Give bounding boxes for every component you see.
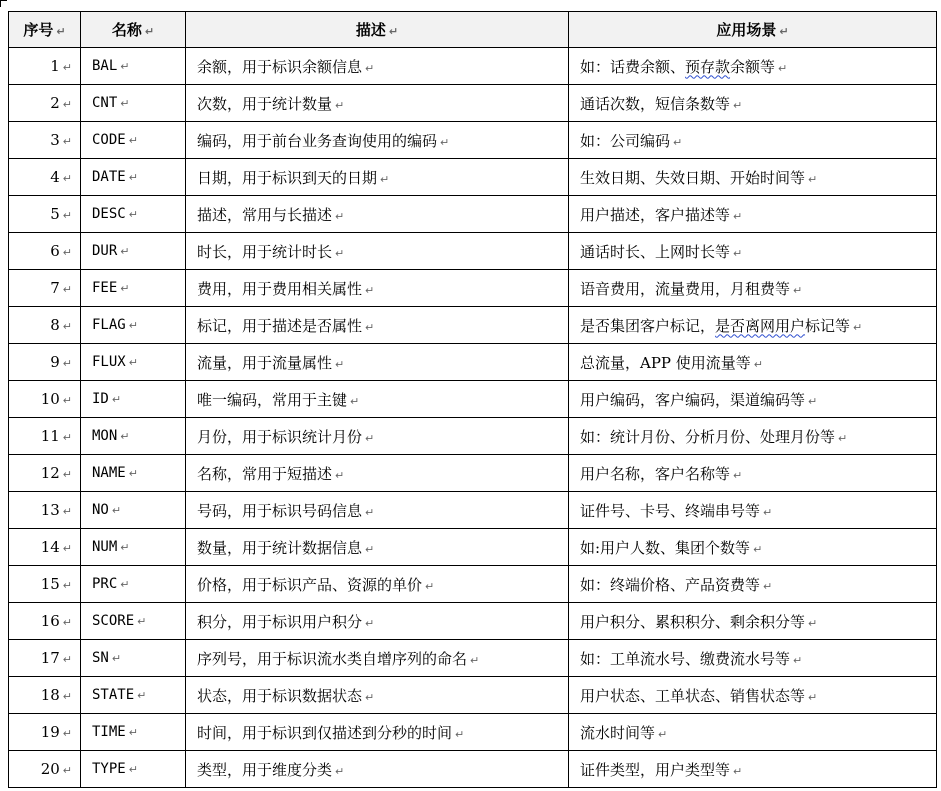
- table-row: [9, 566, 937, 603]
- row-name: DATE ↵: [81, 159, 186, 196]
- header-description: 描述 ↵: [186, 12, 569, 48]
- row-name: CODE ↵: [81, 122, 186, 159]
- row-name: ID ↵: [81, 381, 186, 418]
- row-name: SCORE ↵: [81, 603, 186, 640]
- table-row: [9, 233, 937, 270]
- row-name: CNT ↵: [81, 85, 186, 122]
- row-usage: 证件类型，用户类型等 ↵: [569, 751, 937, 788]
- page-corner-mark: [0, 0, 7, 7]
- row-usage: 如：终端价格、产品资费等 ↵: [569, 566, 937, 603]
- row-index: 8 ↵: [9, 307, 81, 344]
- table-row: [9, 640, 937, 677]
- table-row: [9, 603, 937, 640]
- row-name: FLAG ↵: [81, 307, 186, 344]
- row-index: 7 ↵: [9, 270, 81, 307]
- row-usage: 用户编码，客户编码，渠道编码等 ↵: [569, 381, 937, 418]
- row-usage: 证件号、卡号、终端串号等 ↵: [569, 492, 937, 529]
- row-usage: 总流量，APP 使用流量等 ↵: [569, 344, 937, 381]
- row-description: 名称，常用于短描述 ↵: [186, 455, 569, 492]
- table-row: [9, 85, 937, 122]
- row-index: 14 ↵: [9, 529, 81, 566]
- row-usage: 通话次数，短信条数等 ↵: [569, 85, 937, 122]
- row-description: 数量，用于统计数据信息 ↵: [186, 529, 569, 566]
- table-row: [9, 677, 937, 714]
- row-name: TYPE ↵: [81, 751, 186, 788]
- row-index: 2 ↵: [9, 85, 81, 122]
- row-description: 积分，用于标识用户积分 ↵: [186, 603, 569, 640]
- row-usage: 用户状态、工单状态、销售状态等 ↵: [569, 677, 937, 714]
- row-description: 价格，用于标识产品、资源的单价 ↵: [186, 566, 569, 603]
- row-usage: 用户描述，客户描述等 ↵: [569, 196, 937, 233]
- spellcheck-underlined-text: 是否离网用户: [715, 316, 806, 335]
- table-row: [9, 714, 937, 751]
- row-usage: 生效日期、失效日期、开始时间等 ↵: [569, 159, 937, 196]
- row-index: 4 ↵: [9, 159, 81, 196]
- row-name: FEE ↵: [81, 270, 186, 307]
- header-index: 序号 ↵: [9, 12, 81, 48]
- row-name: BAL ↵: [81, 48, 186, 85]
- row-name: TIME ↵: [81, 714, 186, 751]
- table-row: [9, 418, 937, 455]
- row-index: 13 ↵: [9, 492, 81, 529]
- table-row: [9, 529, 937, 566]
- row-description: 描述，常用与长描述 ↵: [186, 196, 569, 233]
- row-description: 状态，用于标识数据状态 ↵: [186, 677, 569, 714]
- row-index: 19 ↵: [9, 714, 81, 751]
- table-row: [9, 122, 937, 159]
- table-row: [9, 159, 937, 196]
- header-name: 名称 ↵: [81, 12, 186, 48]
- row-name: DESC ↵: [81, 196, 186, 233]
- row-name: PRC ↵: [81, 566, 186, 603]
- row-description: 类型，用于维度分类 ↵: [186, 751, 569, 788]
- table-row: [9, 381, 937, 418]
- row-name: FLUX ↵: [81, 344, 186, 381]
- row-name: STATE ↵: [81, 677, 186, 714]
- row-index: 9 ↵: [9, 344, 81, 381]
- table-row: [9, 196, 937, 233]
- row-index: 10 ↵: [9, 381, 81, 418]
- row-description: 唯一编码，常用于主键 ↵: [186, 381, 569, 418]
- row-name: SN ↵: [81, 640, 186, 677]
- spellcheck-underlined-text: 预存款: [685, 57, 731, 76]
- row-description: 流量，用于流量属性 ↵: [186, 344, 569, 381]
- row-usage: 是否集团客户标记，是否离网用户标记等 ↵: [569, 307, 937, 344]
- row-description: 费用，用于费用相关属性 ↵: [186, 270, 569, 307]
- row-usage: 通话时长、上网时长等 ↵: [569, 233, 937, 270]
- table-row: [9, 492, 937, 529]
- row-index: 3 ↵: [9, 122, 81, 159]
- row-index: 15 ↵: [9, 566, 81, 603]
- row-index: 18 ↵: [9, 677, 81, 714]
- row-description: 日期，用于标识到天的日期 ↵: [186, 159, 569, 196]
- row-usage: 用户积分、累积积分、剩余积分等 ↵: [569, 603, 937, 640]
- table-row: [9, 455, 937, 492]
- row-description: 次数，用于统计数量 ↵: [186, 85, 569, 122]
- row-index: 1 ↵: [9, 48, 81, 85]
- row-description: 时间，用于标识到仅描述到分秒的时间 ↵: [186, 714, 569, 751]
- row-description: 标记，用于描述是否属性 ↵: [186, 307, 569, 344]
- row-description: 号码，用于标识号码信息 ↵: [186, 492, 569, 529]
- table-row: [9, 48, 937, 85]
- row-description: 序列号，用于标识流水类自增序列的命名 ↵: [186, 640, 569, 677]
- row-name: DUR ↵: [81, 233, 186, 270]
- table-row: [9, 307, 937, 344]
- row-index: 17 ↵: [9, 640, 81, 677]
- table-row: [9, 270, 937, 307]
- row-index: 11 ↵: [9, 418, 81, 455]
- row-usage: 如：统计月份、分析月份、处理月份等 ↵: [569, 418, 937, 455]
- row-index: 20 ↵: [9, 751, 81, 788]
- header-usage: 应用场景 ↵: [569, 12, 937, 48]
- row-usage: 用户名称，客户名称等 ↵: [569, 455, 937, 492]
- row-usage: 流水时间等 ↵: [569, 714, 937, 751]
- row-name: NAME ↵: [81, 455, 186, 492]
- row-description: 时长，用于统计时长 ↵: [186, 233, 569, 270]
- row-description: 余额，用于标识余额信息 ↵: [186, 48, 569, 85]
- row-usage: 如：话费余额、预存款余额等 ↵: [569, 48, 937, 85]
- row-name: NUM ↵: [81, 529, 186, 566]
- row-index: 6 ↵: [9, 233, 81, 270]
- row-index: 16 ↵: [9, 603, 81, 640]
- row-name: NO ↵: [81, 492, 186, 529]
- row-usage: 如:用户人数、集团个数等 ↵: [569, 529, 937, 566]
- row-usage: 语音费用，流量费用，月租费等 ↵: [569, 270, 937, 307]
- row-description: 月份，用于标识统计月份 ↵: [186, 418, 569, 455]
- naming-convention-table: [8, 11, 937, 788]
- row-usage: 如：工单流水号、缴费流水号等 ↵: [569, 640, 937, 677]
- row-description: 编码，用于前台业务查询使用的编码 ↵: [186, 122, 569, 159]
- row-usage: 如：公司编码 ↵: [569, 122, 937, 159]
- table-row: [9, 751, 937, 788]
- row-index: 12 ↵: [9, 455, 81, 492]
- table-header-row: [9, 12, 937, 48]
- row-index: 5 ↵: [9, 196, 81, 233]
- table-row: [9, 344, 937, 381]
- row-name: MON ↵: [81, 418, 186, 455]
